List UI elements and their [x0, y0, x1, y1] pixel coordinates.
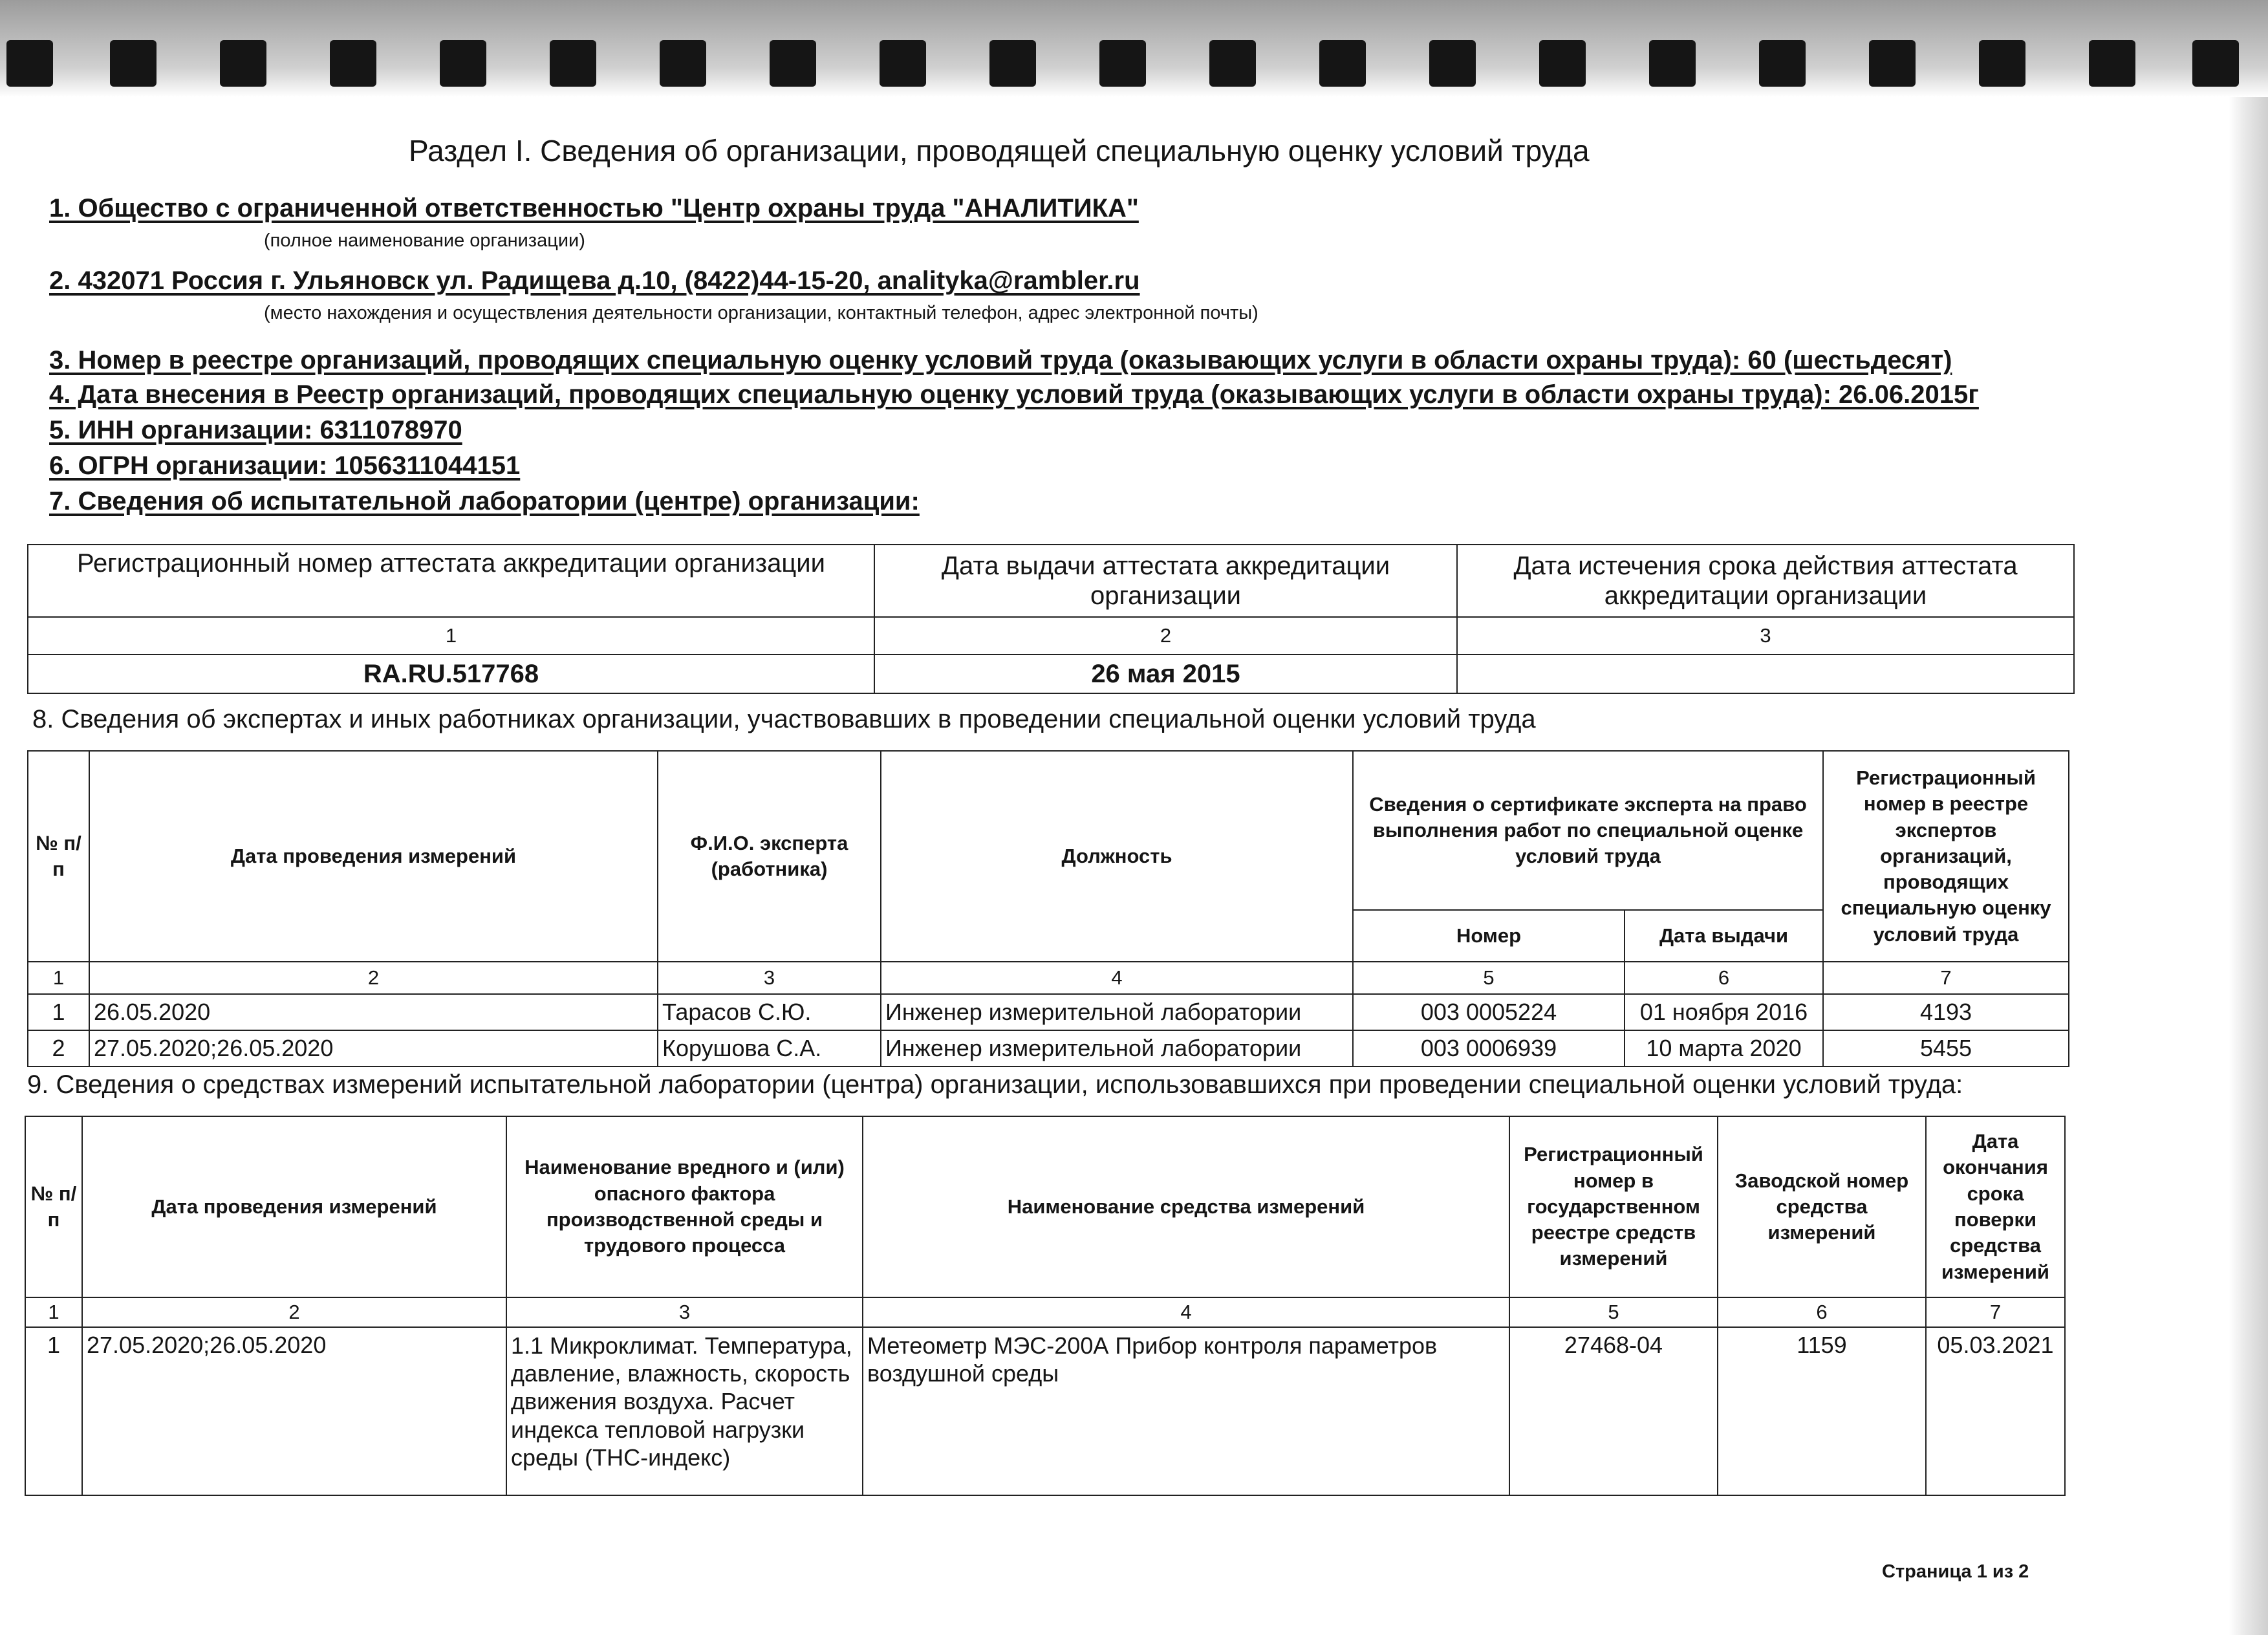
column-number: 6 [1718, 1297, 1926, 1327]
column-number: 4 [863, 1297, 1509, 1327]
expert-name: Тарасов С.Ю. [658, 994, 881, 1030]
table-row [25, 1327, 2065, 1495]
instruments-heading: 9. Сведения о средствах измерений испытательной лаборатории (центра) организации, использовавшихся при проведении специальной оценки условий труда: [27, 1070, 1963, 1099]
punch-hole [1099, 40, 1146, 87]
registry-date: 4. Дата внесения в Реестр организаций, проводящих специальную оценку условий труда (оказывающих услуги в области охраны труда): 26.06.2015г [49, 380, 1979, 409]
punch-hole [989, 40, 1036, 87]
column-number: 2 [874, 617, 1457, 655]
accreditation-header-number: Регистрационный номер аттестата аккредитации организации [28, 545, 874, 617]
experts-header-cert-date: Дата выдачи [1625, 910, 1823, 962]
lab-heading: 7. Сведения об испытательной лаборатории (центре) организации: [49, 487, 920, 515]
experts-heading: 8. Сведения об экспертах и иных работниках организации, участвовавших в проведении специальной оценки условий труда [32, 705, 1536, 733]
punch-hole [330, 40, 376, 87]
column-number: 3 [658, 962, 881, 994]
experts-header-position: Должность [881, 751, 1353, 962]
punch-hole [2192, 40, 2239, 87]
punch-hole [1429, 40, 1476, 87]
certificate-number: 003 0005224 [1353, 994, 1625, 1030]
table-row [28, 994, 2069, 1030]
accreditation-expiry-date-value [1457, 655, 2074, 693]
measurement-date: 26.05.2020 [89, 994, 658, 1030]
org-ogrn: 6. ОГРН организации: 1056311044151 [49, 451, 521, 480]
column-number: 5 [1353, 962, 1625, 994]
experts-header-no: № п/п [28, 751, 89, 962]
punch-hole [880, 40, 926, 87]
punch-hole [440, 40, 486, 87]
experts-header-cert-number: Номер [1353, 910, 1625, 962]
punch-hole [1649, 40, 1696, 87]
registry-number-value: 5455 [1823, 1030, 2069, 1067]
punch-hole [1869, 40, 1916, 87]
column-number: 2 [89, 962, 658, 994]
experts-header-date: Дата проведения измерений [89, 751, 658, 962]
measurement-date: 27.05.2020;26.05.2020 [82, 1327, 506, 1495]
accreditation-number-value: RA.RU.517768 [28, 655, 874, 693]
punch-hole [1209, 40, 1256, 87]
org-name-hint: (полное наименование организации) [264, 230, 585, 251]
punch-hole [550, 40, 596, 87]
experts-header-fio: Ф.И.О. эксперта (работника) [658, 751, 881, 962]
column-number: 7 [1926, 1297, 2065, 1327]
punch-hole [110, 40, 157, 87]
row-number: 1 [28, 994, 89, 1030]
instruments-header-factor: Наименование вредного и (или) опасного фактора производственной среды и трудового процесса [506, 1116, 863, 1297]
registry-number-value: 4193 [1823, 994, 2069, 1030]
expert-position: Инженер измерительной лаборатории [881, 1030, 1353, 1067]
accreditation-header-expiry-date: Дата истечения срока действия аттестата аккредитации организации [1457, 545, 2074, 617]
row-number: 1 [25, 1327, 82, 1495]
org-inn: 5. ИНН организации: 6311078970 [49, 416, 462, 444]
page-title: Раздел I. Сведения об организации, проводящей специальную оценку условий труда [409, 134, 1590, 168]
org-name: 1. Общество с ограниченной ответственностью "Центр охраны труда "АНАЛИТИКА" [49, 194, 1139, 222]
certificate-date: 01 ноября 2016 [1625, 994, 1823, 1030]
page-number: Страница 1 из 2 [1882, 1561, 2029, 1582]
column-number: 1 [28, 617, 874, 655]
instruments-header-serial: Заводской номер средства измерений [1718, 1116, 1926, 1297]
column-number: 2 [82, 1297, 506, 1327]
measurement-date: 27.05.2020;26.05.2020 [89, 1030, 658, 1067]
registry-number: 3. Номер в реестре организаций, проводящих специальную оценку условий труда (оказывающих услуги в области охраны труда): 60 (шестьдесят) [49, 346, 1952, 374]
experts-header-certificate: Сведения о сертификате эксперта на право выполнения работ по специальной оценке условий труда [1353, 751, 1823, 910]
column-number: 5 [1509, 1297, 1718, 1327]
experts-table [27, 750, 2069, 1067]
instruments-header-registry: Регистрационный номер в государственном реестре средств измерений [1509, 1116, 1718, 1297]
instrument-name: Метеометр МЭС-200А Прибор контроля параметров воздушной среды [863, 1327, 1509, 1495]
org-address: 2. 432071 Россия г. Ульяновск ул. Радищева д.10, (8422)44-15-20, analityka@rambler.ru [49, 266, 1140, 295]
punch-hole [1979, 40, 2025, 87]
column-number: 1 [25, 1297, 82, 1327]
punch-hole [220, 40, 266, 87]
column-number: 7 [1823, 962, 2069, 994]
punch-hole [1319, 40, 1366, 87]
hazard-factor: 1.1 Микроклимат. Температура, давление, влажность, скорость движения воздуха. Расчет индекса тепловой нагрузки среды (ТНС-индекс) [506, 1327, 863, 1495]
column-number: 4 [881, 962, 1353, 994]
expert-position: Инженер измерительной лаборатории [881, 994, 1353, 1030]
accreditation-header-issue-date: Дата выдачи аттестата аккредитации организации [874, 545, 1457, 617]
table-row [28, 1030, 2069, 1067]
page-edge-shadow [2229, 97, 2268, 1635]
column-number: 3 [506, 1297, 863, 1327]
punch-hole [1539, 40, 1586, 87]
instruments-header-date: Дата проведения измерений [82, 1116, 506, 1297]
punch-hole [2089, 40, 2135, 87]
column-number: 1 [28, 962, 89, 994]
certificate-number: 003 0006939 [1353, 1030, 1625, 1067]
punch-hole [6, 40, 53, 87]
experts-header-registry: Регистрационный номер в реестре экспертов организаций, проводящих специальную оценку условий труда [1823, 751, 2069, 962]
column-number: 3 [1457, 617, 2074, 655]
expert-name: Корушова С.А. [658, 1030, 881, 1067]
accreditation-table [27, 544, 2075, 694]
row-number: 2 [28, 1030, 89, 1067]
verification-end-date: 05.03.2021 [1926, 1327, 2065, 1495]
instruments-table [25, 1116, 2066, 1496]
punch-hole [770, 40, 816, 87]
serial-number: 1159 [1718, 1327, 1926, 1495]
punch-hole [660, 40, 706, 87]
instruments-header-no: № п/п [25, 1116, 82, 1297]
org-address-hint: (место нахождения и осуществления деятельности организации, контактный телефон, адрес электронной почты) [264, 303, 1258, 323]
accreditation-issue-date-value: 26 мая 2015 [874, 655, 1457, 693]
punch-hole [1759, 40, 1806, 87]
instruments-header-verification: Дата окончания срока поверки средства измерений [1926, 1116, 2065, 1297]
certificate-date: 10 марта 2020 [1625, 1030, 1823, 1067]
instruments-header-instrument: Наименование средства измерений [863, 1116, 1509, 1297]
column-number: 6 [1625, 962, 1823, 994]
state-registry-number: 27468-04 [1509, 1327, 1718, 1495]
